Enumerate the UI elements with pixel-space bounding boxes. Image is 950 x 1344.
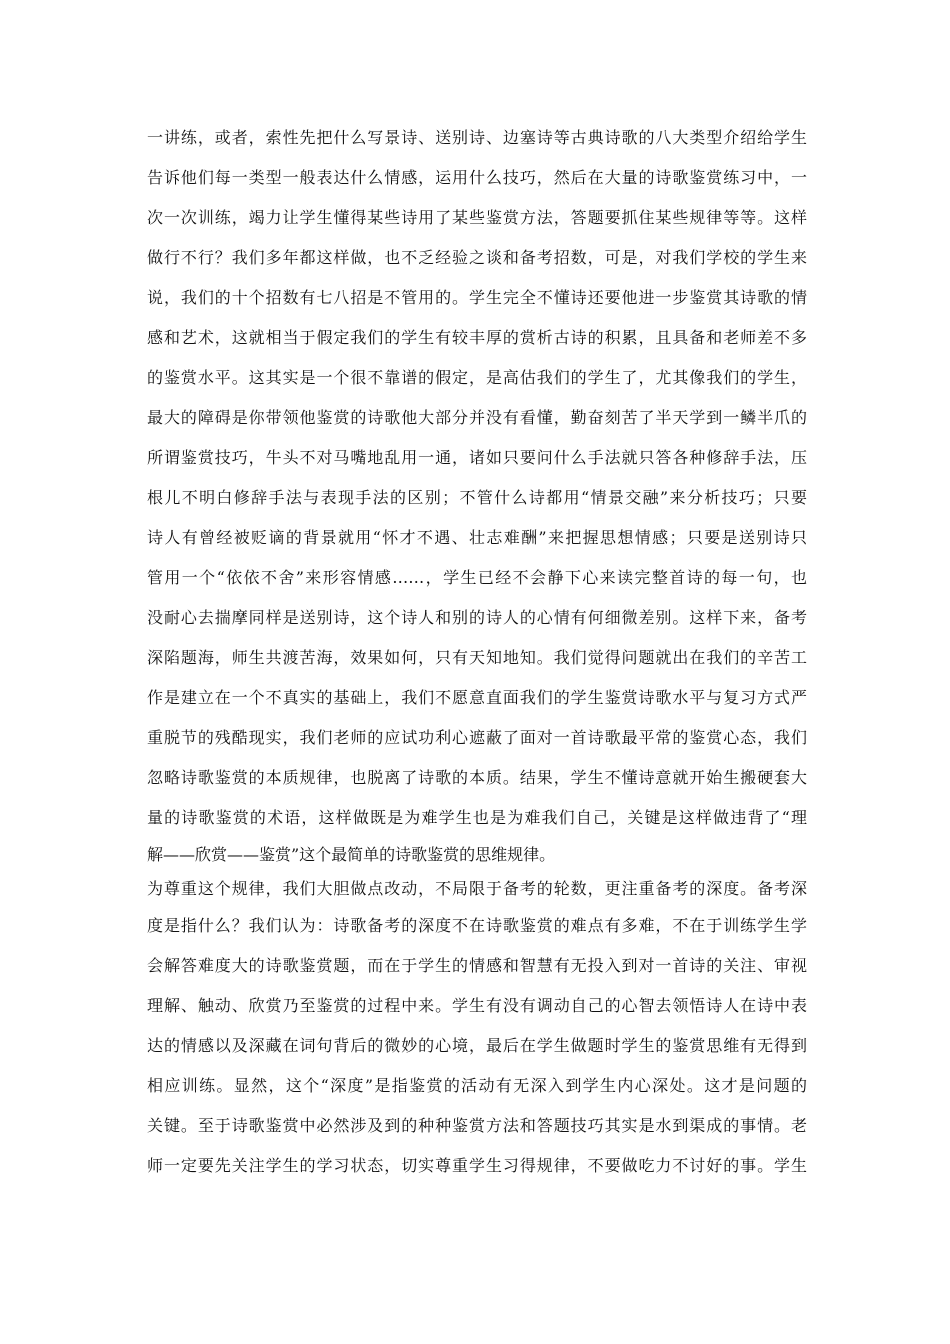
text-line: 做行不行？我们多年都这样做，也不乏经验之谈和备考招数，可是，对我们学校的学生来: [147, 248, 807, 267]
text-line: 为尊重这个规律，我们大胆做点改动，不局限于备考的轮数，更注重备考的深度。备考深: [147, 879, 807, 898]
text-line: 度是指什么？我们认为：诗歌备考的深度不在诗歌鉴赏的难点有多难，不在于训练学生学: [147, 916, 807, 935]
text-line: 重脱节的残酷现实，我们老师的应试功利心遮蔽了面对一首诗歌最平常的鉴赏心态，我们: [147, 728, 807, 747]
text-line: 所谓鉴赏技巧，牛头不对马嘴地乱用一通，诸如只要问什么手法就只答各种修辞手法，压: [147, 448, 807, 467]
text-line: 达的情感以及深藏在词句背后的微妙的心境，最后在学生做题时学生的鉴赏思维有无得到: [147, 1036, 807, 1055]
text-line: 师一定要先关注学生的学习状态，切实尊重学生习得规律，不要做吃力不讨好的事。学生: [147, 1156, 807, 1175]
text-line: 管用一个“依依不舍”来形容情感……，学生已经不会静下心来读完整首诗的每一句，也: [147, 568, 807, 587]
text-line: 说，我们的十个招数有七八招是不管用的。学生完全不懂诗还要他进一步鉴赏其诗歌的情: [147, 288, 807, 307]
text-line: 理解、触动、欣赏乃至鉴赏的过程中来。学生有没有调动自己的心智去领悟诗人在诗中表: [147, 996, 807, 1015]
text-line: 解——欣赏——鉴赏”这个最简单的诗歌鉴赏的思维规律。: [147, 845, 556, 864]
text-line: 最大的障碍是你带领他鉴赏的诗歌他大部分并没有看懂，勤奋刻苦了半天学到一鳞半爪的: [147, 408, 807, 427]
paragraph: [147, 118, 807, 872]
text-line: 忽略诗歌鉴赏的本质规律，也脱离了诗歌的本质。结果，学生不懂诗意就开始生搬硬套大: [147, 768, 807, 787]
text-line: 关键。至于诗歌鉴赏中必然涉及到的种种鉴赏方法和答题技巧其实是水到渠成的事情。老: [147, 1116, 807, 1135]
text-line: 深陷题海，师生共渡苦海，效果如何，只有天知地知。我们觉得问题就出在我们的辛苦工: [147, 648, 807, 667]
text-line: 作是建立在一个不真实的基础上，我们不愿意直面我们的学生鉴赏诗歌水平与复习方式严: [147, 688, 807, 707]
text-line: 的鉴赏水平。这其实是一个很不靠谱的假定，是高估我们的学生了，尤其像我们的学生，: [147, 368, 807, 387]
text-line: 感和艺术，这就相当于假定我们的学生有较丰厚的赏析古诗的积累，且具备和老师差不多: [147, 328, 807, 347]
text-line: 相应训练。显然，这个“深度”是指鉴赏的活动有无深入到学生内心深处。这才是问题的: [147, 1076, 807, 1095]
text-line: 没耐心去揣摩同样是送别诗，这个诗人和别的诗人的心情有何细微差别。这样下来，备考: [147, 608, 807, 627]
text-line: 诗人有曾经被贬谪的背景就用“怀才不遇、壮志难酬”来把握思想情感；只要是送别诗只: [147, 528, 807, 547]
text-line: 一讲练，或者，索性先把什么写景诗、送别诗、边塞诗等古典诗歌的八大类型介绍给学生: [147, 128, 807, 147]
text-line: 次一次训练，竭力让学生懂得某些诗用了某些鉴赏方法，答题要抓住某些规律等等。这样: [147, 208, 807, 227]
text-line: 告诉他们每一类型一般表达什么情感，运用什么技巧，然后在大量的诗歌鉴赏练习中，一: [147, 168, 807, 187]
text-line: 量的诗歌鉴赏的术语，这样做既是为难学生也是为难我们自己，关键是这样做违背了“理: [147, 808, 807, 827]
text-line: 根儿不明白修辞手法与表现手法的区别；不管什么诗都用“情景交融”来分析技巧；只要: [147, 488, 807, 507]
text-line: 会解答难度大的诗歌鉴赏题，而在于学生的情感和智慧有无投入到对一首诗的关注、审视: [147, 956, 807, 975]
paragraph: [147, 872, 807, 1186]
body-text: [147, 118, 807, 1186]
